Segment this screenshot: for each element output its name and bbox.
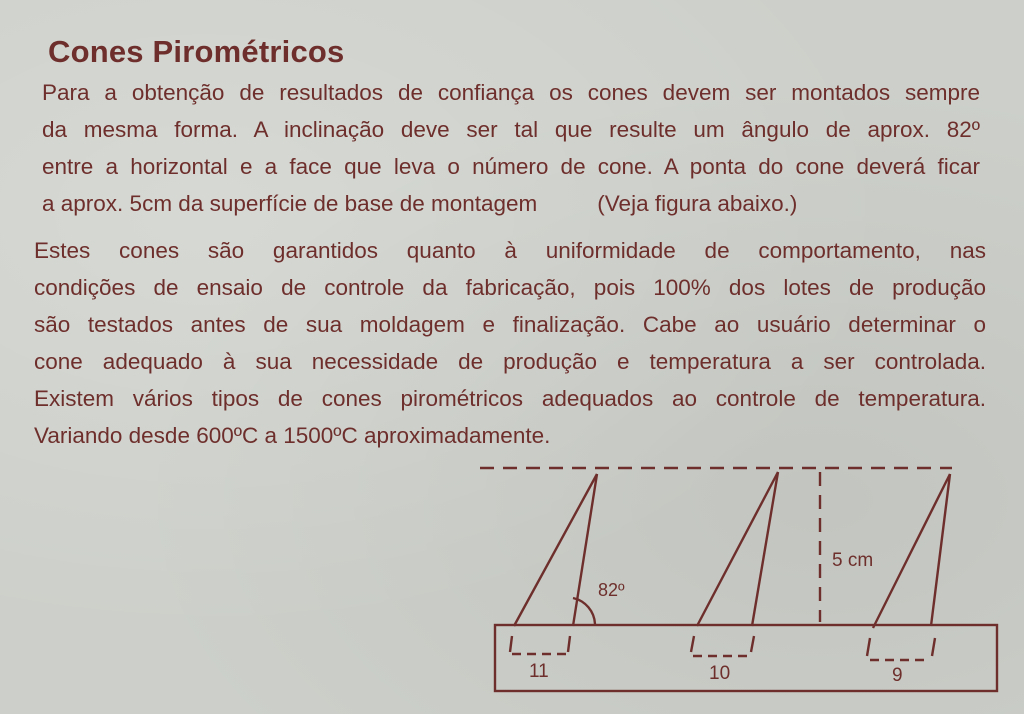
paragraph-line: Para a obtenção de resultados de confiança os cones devem ser montados sempre <box>42 80 980 105</box>
cone-11 <box>510 474 597 654</box>
cone-number-9: 9 <box>892 665 903 686</box>
paragraph-line-text: a aprox. 5cm da superfície de base de montagem <box>42 191 538 216</box>
paragraph-line: são testados antes de sua moldagem e finalização. Cabe ao usuário determinar o <box>34 312 986 337</box>
cone-number-11: 11 <box>529 661 549 682</box>
cone-9 <box>867 474 950 660</box>
figure-reference: (Veja figura abaixo.) <box>597 191 798 216</box>
paragraph-line: condições de ensaio de controle da fabricação, pois 100% dos lotes de produção <box>34 275 986 300</box>
mounting-base <box>495 625 997 691</box>
paragraph-line: Variando desde 600ºC a 1500ºC aproximadamente. <box>34 423 551 448</box>
paragraph-line: Existem vários tipos de cones pirométricos adequados ao controle de temperatura. <box>34 386 986 411</box>
cone-10 <box>691 472 778 656</box>
paragraph-line: Estes cones são garantidos quanto à uniformidade de comportamento, nas <box>34 238 986 263</box>
paragraph-line: entre a horizontal e a face que leva o número de cone. A ponta do cone deverá ficar <box>42 154 980 179</box>
paragraph-line: cone adequado à sua necessidade de produção e temperatura a ser controlada. <box>34 349 986 374</box>
page-title: Cones Pirométricos <box>48 34 345 69</box>
height-label: 5 cm <box>832 550 874 571</box>
angle-label: 82º <box>598 580 625 600</box>
cone-number-10: 10 <box>709 663 731 684</box>
paragraph-line: da mesma forma. A inclinação deve ser tal que resulte um ângulo de aprox. 82º <box>42 117 980 142</box>
